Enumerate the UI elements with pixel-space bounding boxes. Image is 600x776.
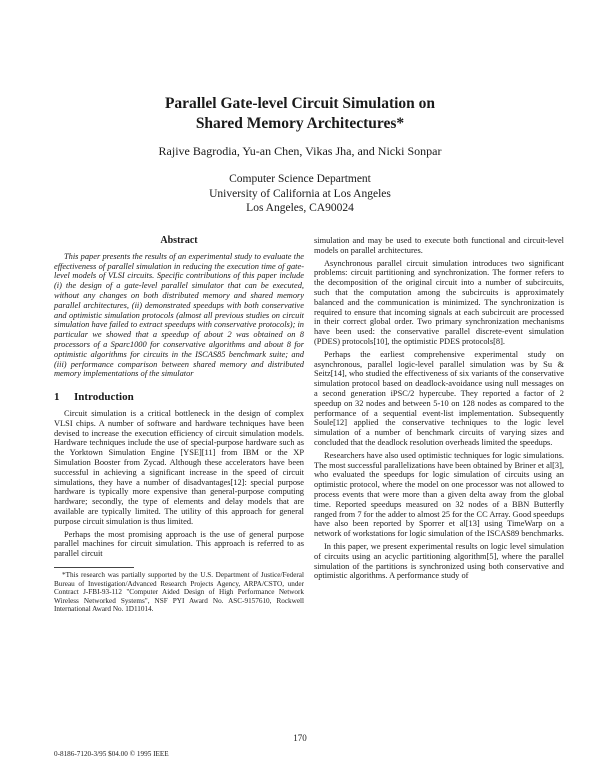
right-column [314, 236, 564, 584]
affiliation-university: University of California at Los Angeles [209, 187, 391, 200]
right-paragraph-4: Researchers have also used optimistic techniques for logic simulations. The most successful parallelizations have been obtained by Briner et al[3], who evaluated the speedups for logic simulation of circuits using an optimistic protocol, where the model on one processor was not allowed to process events that were more than a given delta away from the global time. Reported speedups measured on 32 nodes of a BBN Butterfly ranged from 7 for the adder to almost 25 for the CC Array. Good speedups have also been reported by Sporrer et al[13] using TimeWarp on a network of workstations for logic simulation of the ISCAS89 benchmarks. [314, 450, 564, 539]
affiliation [0, 172, 600, 216]
abstract-body: This paper presents the results of an experimental study to evaluate the effectiveness of parallel simulation in reducing the execution time of gate-level models of VLSI circuits. Specific contributions of this paper include (i) the design of a gate-level parallel simulator that can be executed, without any changes on both distributed memory and shared memory parallel architectures, (ii) demonstrated speedups with both conservative and optimistic simulation protocols (almost all previous studies on circuit simulation have failed to extract speedups with conservative protocols); in particular we showed that a speedup of about 2 was obtained on 8 processors of a Sparc1000 for conservative algorithms and about 8 for optimistic algorithms for circuits in the ISCAS85 benchmark suite; and (iii) performance comparison between shared memory and distributed memory implementations of the simulator [54, 251, 304, 379]
footnote: *This research was partially supported by the U.S. Department of Justice/Federal Bureau of Investigation/Advanced Research Projects Agency, ARPA/CSTO, under Contract J-FBI-93-112 "Computer Aided Design of High Performance Network Wireless Networked Systems", NSF PYI Award No. ASC-9157610, Rockwell International Award No. 1D11014. [54, 570, 304, 614]
page-number: 170 [293, 733, 307, 743]
title-line-1: Parallel Gate-level Circuit Simulation on [164, 95, 436, 112]
right-paragraph-3: Perhaps the earliest comprehensive experimental study on asynchronous, parallel logic-level parallel simulation was by Su & Seitz[14], who studied the effectiveness of six variants of the conservative simulation protocol based on deadlock-avoidance using null messages on a second generation iPSC/2 hypercube. They reported a factor of 2 speedup on 32 nodes and between 5-10 on 128 nodes as compared to the performance of a sequential event-list implementation. Subsequently Soule[12] applied the conservative techniques to the logic level simulation of a number of benchmark circuits of varying sizes and concluded that the deadlock resolution overheads limited the speedups. [314, 349, 564, 447]
left-column [54, 236, 304, 614]
footnote-rule [54, 567, 134, 568]
section-title: Introduction [74, 391, 134, 404]
copyright-line: 0-8186-7120-3/95 $04.00 © 1995 IEEE [54, 750, 169, 758]
paper-title [0, 94, 600, 134]
section-number: 1 [54, 391, 60, 404]
right-paragraph-1: simulation and may be used to execute both functional and circuit-level models on parallel architectures. [314, 236, 564, 255]
affiliation-city: Los Angeles, CA90024 [246, 202, 354, 214]
section-heading-introduction [54, 393, 304, 403]
right-paragraph-2: Asynchronous parallel circuit simulation introduces two significant problems: circuit partitioning and synchronization. The former refers to the decomposition of the original circuit into a number of subcircuits, such that the computation among the subcircuits is approximately balanced and the communication is minimized. The synchronization is required to ensure that incoming signals at each subcircuit are processed in their correct global order. Two primary synchronization mechanisms have been used: the conservative parallel discrete-event simulation (PDES) protocols[10], the optimistic PDES protocols[8]. [314, 258, 564, 346]
author-list: Rajive Bagrodia, Yu-an Chen, Vikas Jha, and Nicki Sonpar [158, 144, 442, 158]
abstract-heading: Abstract [160, 235, 198, 246]
title-line-2: Shared Memory Architectures* [195, 115, 405, 132]
affiliation-department: Computer Science Department [229, 173, 371, 185]
intro-paragraph-2: Perhaps the most promising approach is the use of general purpose parallel machines for circuit simulation. This approach is referred to as parallel circuit [54, 529, 304, 559]
right-paragraph-5: In this paper, we present experimental results on logic level simulation of circuits using an acyclic partitioning algorithm[5], where the parallel simulation of the partitions is synchronized using both conservative and optimistic algorithms. A performance study of [314, 541, 564, 581]
intro-paragraph-1: Circuit simulation is a critical bottleneck in the design of complex VLSI chips. A number of software and hardware techniques have been devised to increase the execution efficiency of circuit simulation models. Hardware techniques include the use of special-purpose hardware such as the Yorktown Simulation Engine [YSE][11] from IBM or the XP Simulation Booster from Zycad. Although these accelerators have been successful in achieving a significant increase in the speed of circuit simulations, they have a number of disadvantages[12]: special purpose hardware is typically more expensive than general-purpose computing hardware; secondly, the type of elements and delay models that are available are typically limited. The utility of this approach for general purpose circuit simulation is thus limited. [54, 408, 304, 526]
